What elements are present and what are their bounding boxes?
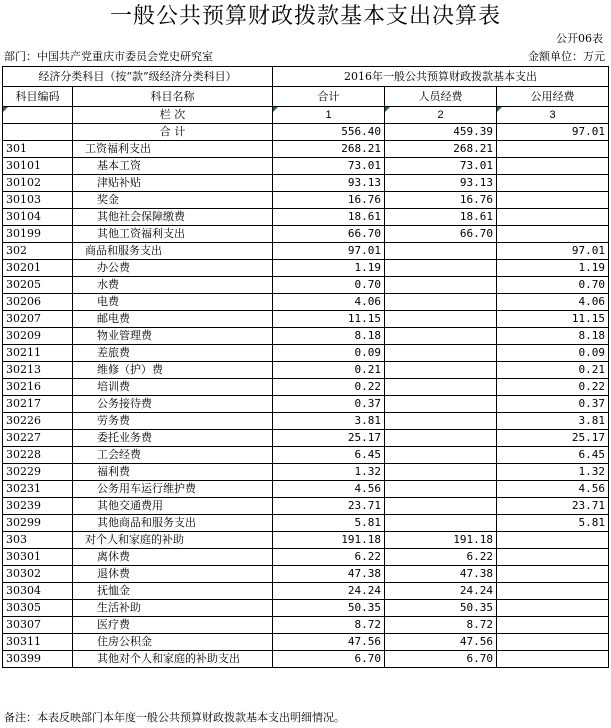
row-personnel: [385, 311, 497, 328]
row-personnel: 8.72: [385, 617, 497, 634]
header-name: 科目名称: [73, 87, 273, 107]
row-name: 生活补助: [73, 600, 273, 617]
row-code: 30227: [3, 430, 73, 447]
row-code: 30302: [3, 566, 73, 583]
total-label: 合 计: [73, 124, 273, 141]
table-row: [3, 379, 609, 396]
row-code: 30209: [3, 328, 73, 345]
row-code: 30207: [3, 311, 73, 328]
row-name: 办公费: [73, 260, 273, 277]
row-code: 303: [3, 532, 73, 549]
row-total: 50.35: [273, 600, 385, 617]
index-col-1: 1: [273, 107, 385, 124]
row-name: 工资福利支出: [73, 141, 273, 158]
row-public: [497, 175, 609, 192]
row-name: 公务接待费: [73, 396, 273, 413]
table-row: [3, 617, 609, 634]
index-col-3: 3: [497, 107, 609, 124]
table-row: [3, 158, 609, 175]
total-amount: 556.40: [273, 124, 385, 141]
row-name: 水费: [73, 277, 273, 294]
row-total: 6.22: [273, 549, 385, 566]
row-code: 30102: [3, 175, 73, 192]
row-total: 3.81: [273, 413, 385, 430]
table-row: [3, 277, 609, 294]
row-name: 商品和服务支出: [73, 243, 273, 260]
row-personnel: [385, 464, 497, 481]
row-personnel: [385, 243, 497, 260]
row-total: 24.24: [273, 583, 385, 600]
row-name: 退休费: [73, 566, 273, 583]
row-public: 0.22: [497, 379, 609, 396]
row-personnel: 73.01: [385, 158, 497, 175]
table-row: [3, 413, 609, 430]
row-public: [497, 617, 609, 634]
row-personnel: 6.22: [385, 549, 497, 566]
row-public: 97.01: [497, 243, 609, 260]
row-name: 住房公积金: [73, 634, 273, 651]
row-personnel: [385, 328, 497, 345]
row-public: [497, 532, 609, 549]
row-public: 5.81: [497, 515, 609, 532]
row-total: 6.45: [273, 447, 385, 464]
row-public: 0.21: [497, 362, 609, 379]
department-label: 部门：中国共产党重庆市委员会党史研究室: [4, 50, 213, 63]
row-total: 0.22: [273, 379, 385, 396]
row-public: [497, 141, 609, 158]
row-code: 30239: [3, 498, 73, 515]
row-name: 维修（护）费: [73, 362, 273, 379]
row-name: 差旅费: [73, 345, 273, 362]
row-name: 对个人和家庭的补助: [73, 532, 273, 549]
row-public: [497, 192, 609, 209]
row-personnel: 6.70: [385, 651, 497, 668]
row-total: 47.56: [273, 634, 385, 651]
row-name: 邮电费: [73, 311, 273, 328]
page-title: 一般公共预算财政拨款基本支出决算表: [109, 4, 501, 29]
row-total: 1.32: [273, 464, 385, 481]
header-econ-class: 经济分类科目（按“款”级经济分类科目）: [3, 67, 273, 87]
row-personnel: 18.61: [385, 209, 497, 226]
row-public: [497, 600, 609, 617]
row-name: 其他交通费用: [73, 498, 273, 515]
row-code: 30104: [3, 209, 73, 226]
row-total: 66.70: [273, 226, 385, 243]
row-total: 18.61: [273, 209, 385, 226]
row-total: 0.09: [273, 345, 385, 362]
row-total: 0.70: [273, 277, 385, 294]
header-total: 合计: [273, 87, 385, 107]
row-personnel: [385, 515, 497, 532]
row-public: 6.45: [497, 447, 609, 464]
row-total: 23.71: [273, 498, 385, 515]
row-name: 基本工资: [73, 158, 273, 175]
row-code: 30307: [3, 617, 73, 634]
footnote: 备注：本表反映部门本年度一般公共预算财政拨款基本支出明细情况。: [4, 711, 345, 724]
row-total: 191.18: [273, 532, 385, 549]
row-code: 30199: [3, 226, 73, 243]
row-code: 301: [3, 141, 73, 158]
row-public: 23.71: [497, 498, 609, 515]
row-personnel: [385, 413, 497, 430]
header-personnel: 人员经费: [385, 87, 497, 107]
row-code: 30226: [3, 413, 73, 430]
index-code-cell: [3, 107, 73, 124]
row-total: 0.21: [273, 362, 385, 379]
table-row: [3, 209, 609, 226]
row-total: 16.76: [273, 192, 385, 209]
row-code: 302: [3, 243, 73, 260]
table-row: [3, 464, 609, 481]
header-row-group: [3, 67, 609, 87]
row-name: 其他对个人和家庭的补助支出: [73, 651, 273, 668]
row-public: [497, 158, 609, 175]
row-code: 30399: [3, 651, 73, 668]
row-name: 医疗费: [73, 617, 273, 634]
row-total: 93.13: [273, 175, 385, 192]
row-personnel: 268.21: [385, 141, 497, 158]
row-name: 福利费: [73, 464, 273, 481]
row-name: 委托业务费: [73, 430, 273, 447]
row-personnel: [385, 379, 497, 396]
index-col-2: 2: [385, 107, 497, 124]
row-code: 30304: [3, 583, 73, 600]
table-row: [3, 396, 609, 413]
row-code: 30206: [3, 294, 73, 311]
row-name: 培训费: [73, 379, 273, 396]
row-total: 5.81: [273, 515, 385, 532]
row-public: [497, 566, 609, 583]
table-row: [3, 192, 609, 209]
row-code: 30101: [3, 158, 73, 175]
header-code: 科目编码: [3, 87, 73, 107]
row-name: 物业管理费: [73, 328, 273, 345]
row-total: 73.01: [273, 158, 385, 175]
table-row: [3, 549, 609, 566]
row-personnel: 24.24: [385, 583, 497, 600]
row-name: 离休费: [73, 549, 273, 566]
row-total: 47.38: [273, 566, 385, 583]
row-code: 30211: [3, 345, 73, 362]
row-total: 11.15: [273, 311, 385, 328]
total-public: 97.01: [497, 124, 609, 141]
table-row: [3, 600, 609, 617]
row-total: 6.70: [273, 651, 385, 668]
row-name: 津贴补贴: [73, 175, 273, 192]
row-public: 11.15: [497, 311, 609, 328]
table-row: [3, 243, 609, 260]
row-public: 0.37: [497, 396, 609, 413]
header-year-title: 2016年一般公共预算财政拨款基本支出: [273, 67, 609, 87]
table-row: [3, 311, 609, 328]
table-row: [3, 481, 609, 498]
table-row: [3, 141, 609, 158]
row-code: 30299: [3, 515, 73, 532]
row-public: 4.06: [497, 294, 609, 311]
row-personnel: [385, 260, 497, 277]
total-code-cell: [3, 124, 73, 141]
total-personnel: 459.39: [385, 124, 497, 141]
row-public: [497, 549, 609, 566]
row-personnel: [385, 345, 497, 362]
total-row: [3, 124, 609, 141]
row-personnel: 16.76: [385, 192, 497, 209]
table-row: [3, 328, 609, 345]
row-personnel: [385, 447, 497, 464]
row-code: 30201: [3, 260, 73, 277]
row-name: 奖金: [73, 192, 273, 209]
row-name: 工会经费: [73, 447, 273, 464]
row-public: [497, 634, 609, 651]
row-name: 公务用车运行维护费: [73, 481, 273, 498]
row-personnel: [385, 430, 497, 447]
table-row: [3, 226, 609, 243]
row-public: [497, 226, 609, 243]
table-row: [3, 175, 609, 192]
row-total: 0.37: [273, 396, 385, 413]
row-personnel: [385, 362, 497, 379]
header-public: 公用经费: [497, 87, 609, 107]
row-total: 1.19: [273, 260, 385, 277]
row-name: 劳务费: [73, 413, 273, 430]
table-row: [3, 362, 609, 379]
table-row: [3, 430, 609, 447]
table-row: [3, 634, 609, 651]
row-code: 30311: [3, 634, 73, 651]
row-public: [497, 209, 609, 226]
index-row: [3, 107, 609, 124]
row-code: 30205: [3, 277, 73, 294]
row-personnel: 93.13: [385, 175, 497, 192]
row-total: 8.18: [273, 328, 385, 345]
row-name: 其他社会保障缴费: [73, 209, 273, 226]
table-row: [3, 447, 609, 464]
row-total: 25.17: [273, 430, 385, 447]
table-row: [3, 583, 609, 600]
row-personnel: 50.35: [385, 600, 497, 617]
table-row: [3, 345, 609, 362]
row-personnel: [385, 277, 497, 294]
table-row: [3, 515, 609, 532]
table-row: [3, 566, 609, 583]
row-public: [497, 651, 609, 668]
row-code: 30228: [3, 447, 73, 464]
row-code: 30103: [3, 192, 73, 209]
table-row: [3, 651, 609, 668]
table-row: [3, 498, 609, 515]
index-label: 栏 次: [73, 107, 273, 124]
row-personnel: [385, 481, 497, 498]
row-name: 其他工资福利支出: [73, 226, 273, 243]
row-total: 4.06: [273, 294, 385, 311]
amount-unit-label: 金额单位：万元: [528, 50, 605, 63]
row-public: 1.19: [497, 260, 609, 277]
table-row: [3, 294, 609, 311]
row-total: 8.72: [273, 617, 385, 634]
row-code: 30229: [3, 464, 73, 481]
header-row-columns: [3, 87, 609, 107]
row-name: 抚恤金: [73, 583, 273, 600]
table-row: [3, 260, 609, 277]
row-personnel: [385, 396, 497, 413]
row-public: 0.09: [497, 345, 609, 362]
row-public: 8.18: [497, 328, 609, 345]
row-personnel: 47.56: [385, 634, 497, 651]
row-code: 30216: [3, 379, 73, 396]
row-total: 4.56: [273, 481, 385, 498]
row-code: 30231: [3, 481, 73, 498]
form-number: 公开06表: [556, 32, 603, 45]
expenditure-table: [2, 66, 609, 668]
row-public: 25.17: [497, 430, 609, 447]
row-personnel: [385, 498, 497, 515]
row-personnel: 66.70: [385, 226, 497, 243]
row-name: 电费: [73, 294, 273, 311]
row-public: 3.81: [497, 413, 609, 430]
row-code: 30305: [3, 600, 73, 617]
row-total: 97.01: [273, 243, 385, 260]
row-public: [497, 583, 609, 600]
row-personnel: 191.18: [385, 532, 497, 549]
row-name: 其他商品和服务支出: [73, 515, 273, 532]
row-personnel: 47.38: [385, 566, 497, 583]
row-public: 1.32: [497, 464, 609, 481]
row-public: 0.70: [497, 277, 609, 294]
row-code: 30301: [3, 549, 73, 566]
table-row: [3, 532, 609, 549]
row-code: 30217: [3, 396, 73, 413]
row-code: 30213: [3, 362, 73, 379]
row-public: 4.56: [497, 481, 609, 498]
row-personnel: [385, 294, 497, 311]
row-total: 268.21: [273, 141, 385, 158]
